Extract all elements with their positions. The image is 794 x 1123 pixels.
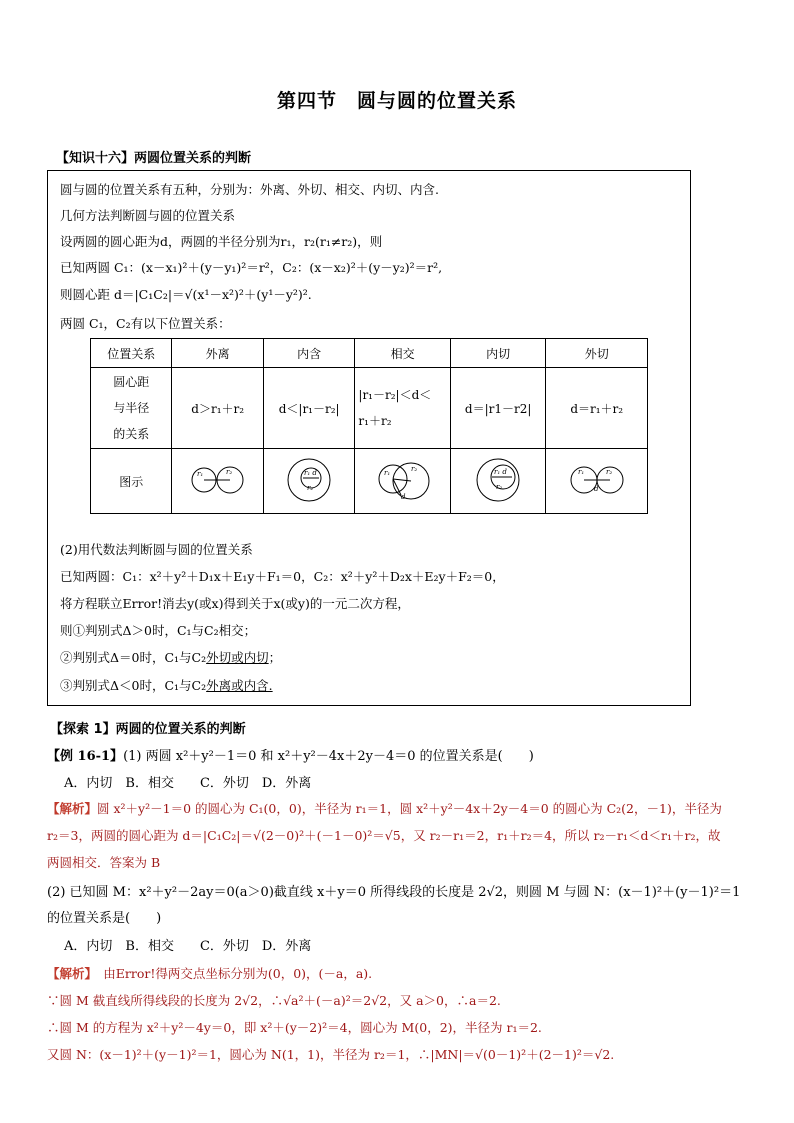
- explore-heading: 【探索 1】两圆的位置关系的判断: [50, 722, 246, 737]
- example-2-question: (2) 已知圆 M：x²＋y²－2ay＝0(a＞0)截直线 x＋y＝0 所得线段的长度是 2√2，则圆 M 与圆 N：(x－1)²＋(y－1)²＝1: [47, 885, 741, 900]
- solution-tag: 【解析】: [47, 966, 91, 981]
- solution-line: ∵圆 M 截直线所得线段的长度为 2√2，∴√a²＋(－a)²＝2√2，又 a＞0，∴a＝2.: [47, 993, 501, 1008]
- box-line: [60, 676, 273, 694]
- solution-text: 由Error!得两交点坐标分别为(0，0)，(－a，a).: [90, 966, 373, 981]
- box-line: 圆与圆的位置关系有五种，分别为：外离、外切、相交、内切、内含.: [60, 182, 439, 197]
- box-line: [60, 648, 281, 666]
- row-label-line: 圆心距: [113, 375, 150, 389]
- row-label-line: 的关系: [113, 427, 150, 441]
- position-table: [90, 338, 648, 514]
- box-line: 已知两圆 C₁：(x－x₁)²＋(y－y₁)²＝r²，C₂：(x－x₂)²＋(y－y₂)²＝r²,: [60, 260, 443, 275]
- svg-text:r₂: r₂: [410, 464, 417, 473]
- table-header: 外离: [172, 339, 263, 368]
- knowledge-heading: 【知识十六】两圆位置关系的判断: [56, 151, 252, 166]
- box-line: 则①判别式Δ＞0时，C₁与C₂相交；: [60, 623, 257, 638]
- underlined-answer: 外离或内含.: [206, 678, 273, 693]
- example-1-question: [47, 745, 534, 764]
- diagram-external-tangent-icon: [564, 460, 630, 500]
- box-line: 将方程联立Error!消去y(或x)得到关于x(或y)的一元二次方程，: [60, 596, 410, 611]
- example-2-options: A．内切 B．相交 C．外切 D．外离: [64, 939, 312, 954]
- diagram-contained: [263, 449, 354, 514]
- table-header: 内含: [263, 339, 354, 368]
- table-header: 位置关系: [91, 339, 172, 368]
- question-text: (1) 两圆 x²＋y²－1＝0 和 x²＋y²－4x＋2y－4＝0 的位置关系是( ): [123, 749, 534, 764]
- table-cell: d＞r₁＋r₂: [172, 368, 263, 449]
- box-line: 设两圆的圆心距为d，两圆的半径分别为r₁，r₂(r₁≠r₂)，则: [60, 234, 383, 249]
- diagram-external-tangent: [546, 449, 648, 514]
- svg-text:r₁ d: r₁ d: [494, 467, 508, 476]
- solution-line: 又圆 N：(x－1)²＋(y－1)²＝1，圆心为 N(1，1)，半径为 r₂＝1，∴|MN|＝√(0－1)²＋(2－1)²＝√2.: [47, 1047, 615, 1062]
- diagram-intersect: [355, 449, 451, 514]
- svg-text:d: d: [593, 484, 599, 493]
- svg-text:d: d: [400, 492, 406, 501]
- example-2-question: 的位置关系是( ): [47, 911, 162, 926]
- table-header: 外切: [546, 339, 648, 368]
- example-label: 【例 16-1】: [47, 749, 124, 764]
- svg-text:r₁: r₁: [577, 467, 584, 476]
- box-line: 几何方法判断圆与圆的位置关系: [60, 208, 236, 223]
- solution-line: [47, 799, 722, 817]
- table-header: 内切: [450, 339, 546, 368]
- underlined-answer: 外切或内切: [206, 650, 269, 665]
- solution-line: r₂＝3，两圆的圆心距为 d＝|C₁C₂|＝√(2－0)²＋(－1－0)²＝√5，又 r₂－r₁＝2，r₁＋r₂＝4，所以 r₂－r₁＜d＜r₁＋r₂，故: [47, 828, 721, 843]
- svg-text:r₂: r₂: [496, 482, 503, 491]
- table-cell: d＝|r1－r2|: [450, 368, 546, 449]
- box-line: 两圆 C₁，C₂有以下位置关系：: [60, 316, 231, 331]
- text: ；: [268, 650, 282, 665]
- svg-text:r₁: r₁: [196, 469, 203, 478]
- text: ②判别式Δ＝0时，C₁与C₂: [60, 650, 207, 665]
- page-title: 第四节 圆与圆的位置关系: [276, 90, 517, 112]
- svg-text:r₂: r₂: [307, 483, 314, 492]
- solution-line: ∴圆 M 的方程为 x²＋y²－4y＝0，即 x²＋(y－2)²＝4，圆心为 M(0，2)，半径为 r₁＝2.: [47, 1020, 542, 1035]
- diagram-internal-tangent: [450, 449, 546, 514]
- diagram-contained-icon: [279, 457, 339, 503]
- table-cell: |r₁－r₂|＜d＜ r₁＋r₂: [355, 368, 451, 449]
- diagram-separate: [172, 449, 263, 514]
- solution-tag: 【解析】: [47, 801, 98, 816]
- solution-text: 圆 x²＋y²－1＝0 的圆心为 C₁(0，0)，半径为 r₁＝1，圆 x²＋y²－4x＋2y－4＝0 的圆心为 C₂(2，－1)，半径为: [97, 801, 722, 816]
- diagram-separate-icon: [188, 460, 248, 500]
- diagram-internal-tangent-icon: [468, 457, 528, 503]
- table-header: 相交: [355, 339, 451, 368]
- svg-text:r₂: r₂: [605, 467, 612, 476]
- solution-line: 两圆相交．答案为 B: [47, 855, 161, 870]
- diagram-intersect-icon: [371, 457, 435, 503]
- table-cell: d＝r₁＋r₂: [546, 368, 648, 449]
- row-label: [91, 368, 172, 449]
- svg-text:r₁: r₁: [383, 468, 390, 477]
- svg-text:r₂: r₂: [225, 467, 232, 476]
- row-label: 图示: [91, 449, 172, 514]
- box-line: 已知两圆：C₁：x²＋y²＋D₁x＋E₁y＋F₁＝0，C₂：x²＋y²＋D₂x＋E₂y＋F₂＝0，: [60, 569, 505, 584]
- svg-text:r₁ d: r₁ d: [304, 468, 318, 477]
- solution-line: [47, 964, 372, 982]
- row-label-line: 与半径: [113, 401, 150, 415]
- example-1-options: A．内切 B．相交 C．外切 D．外离: [64, 776, 312, 791]
- table-cell: d＜|r₁－r₂|: [263, 368, 354, 449]
- box-line: 则圆心距 d＝|C₁C₂|＝√(x¹－x²)²＋(y¹－y²)².: [60, 287, 312, 302]
- box-line: (2)用代数法判断圆与圆的位置关系: [60, 542, 253, 557]
- text: ③判别式Δ＜0时，C₁与C₂: [60, 678, 207, 693]
